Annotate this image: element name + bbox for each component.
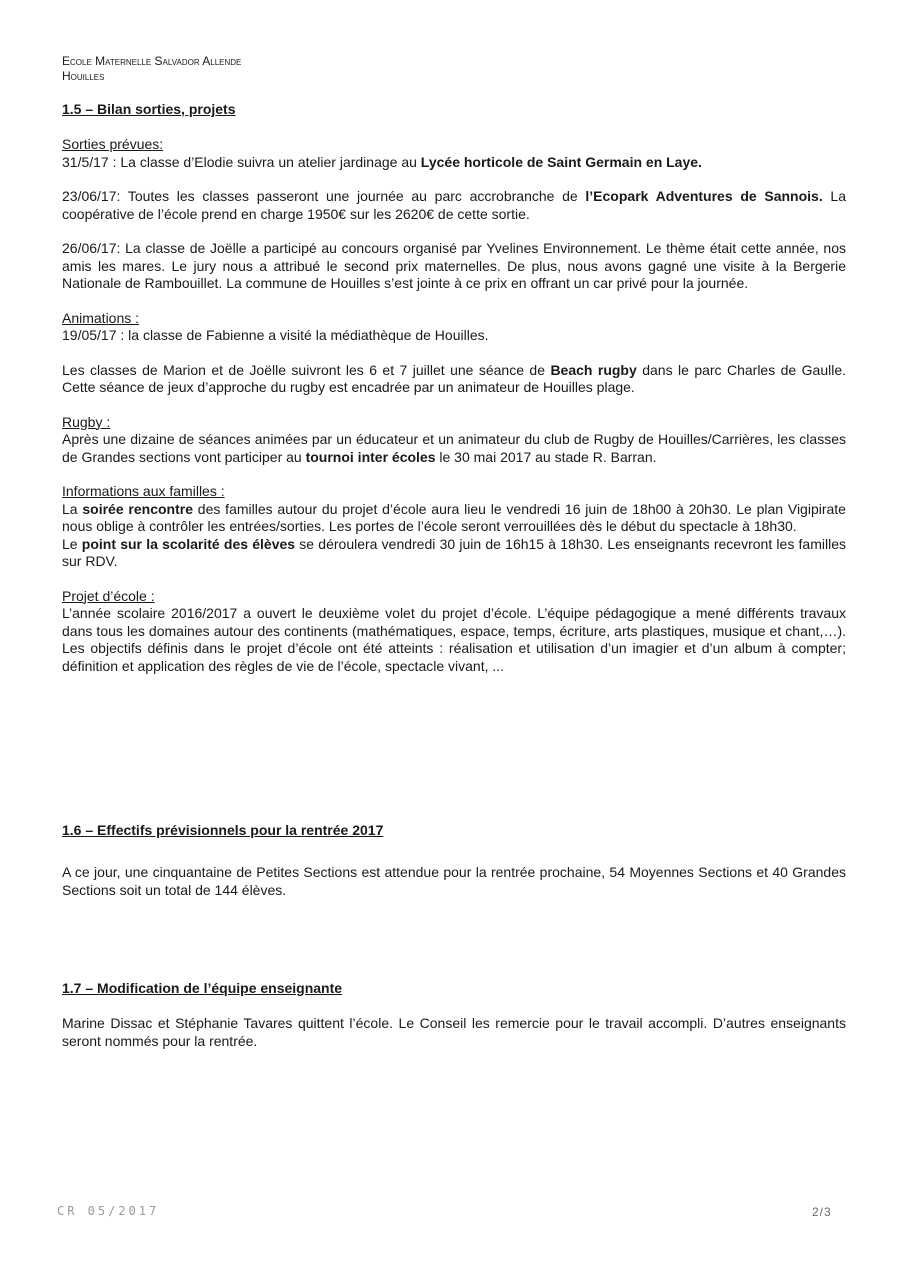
sorties-heading: Sorties prévues: (62, 136, 164, 152)
info-paragraph-2: Le point sur la scolarité des élèves se déroulera vendredi 30 juin de 16h15 à 18h30. Les enseignants recevront les familles sur RDV. (62, 535, 846, 569)
section-1-7-body (62, 1015, 846, 1050)
projet-paragraph: L’année scolaire 2016/2017 a ouvert le deuxième volet du projet d’école. L’équipe pédagogique a mené différents travaux dans tous les domaines autour des continents (mathématiques, espace, temps, écriture, arts plastiques, musique et chant,…). Les objectifs définis dans le projet d’école ont été atteints : réalisation et utilisation d’un imagier et d’un album à compter; définition et application des règles de vie de l’école, spectacle vivant, ... (62, 605, 846, 674)
school-header (62, 54, 241, 84)
rugby-heading: Rugby : (62, 413, 111, 430)
sortie-paragraph-3: 26/06/17: La classe de Joëlle a participé au concours organisé par Yvelines Environnement. Le thème était cette année, nos amis les mares. Le jury nous a attribué le second prix maternelles. De plus, nous avons gagné une visite à la Bergerie Nationale de Rambouillet. La commune de Houilles s’est jointe à ce prix en offrant un car privé pour la journée. (62, 240, 846, 291)
info-familles-heading: Informations aux familles : (62, 483, 225, 499)
animation-paragraph-2: Les classes de Marion et de Joëlle suivront les 6 et 7 juillet une séance de Beach rugby dans le parc Charles de Gaulle. Cette séance de jeux d’approche du rugby est encadrée par un animateur de Houilles plage. (62, 361, 847, 395)
section-1-5-title: 1.5 – Bilan sorties, projets (62, 101, 236, 117)
section-1-6-body (62, 864, 846, 899)
effectifs-paragraph: A ce jour, une cinquantaine de Petites Sections est attendue pour la rentrée prochaine, 54 Moyennes Sections et 40 Grandes Sections soit un total de 144 élèves. (62, 864, 846, 898)
projet-ecole-heading: Projet d’école : (62, 587, 155, 604)
section-1-7-title: 1.7 – Modification de l’équipe enseignante (62, 980, 343, 996)
animation-paragraph-1: 19/05/17 : la classe de Fabienne a visité la médiathèque de Houilles. (62, 327, 489, 343)
sortie-paragraph-2: 23/06/17: Toutes les classes passeront une journée au parc accrobranche de l’Ecopark Adventures de Sannois. La coopérative de l’école prend en charge 1950€ sur les 2620€ de cette sortie. (62, 188, 846, 222)
school-city: Houilles (62, 69, 105, 83)
footer-reference: CR 05/2017 (57, 1204, 160, 1218)
section-1-6-title: 1.6 – Effectifs prévisionnels pour la rentrée 2017 (62, 822, 384, 838)
rugby-paragraph: Après une dizaine de séances animées par un éducateur et un animateur du club de Rugby de Houilles/Carrières, les classes de Grandes sections vont participer au tournoi inter écoles le 30 mai 2017 au stade R. Barran. (62, 431, 846, 465)
sortie-paragraph-1: 31/5/17 : La classe d’Elodie suivra un atelier jardinage au Lycée horticole de Saint Germain en Laye. (62, 153, 702, 170)
equipe-paragraph: Marine Dissac et Stéphanie Tavares quittent l’école. Le Conseil les remercie pour le travail accompli. D’autres enseignants seront nommés pour la rentrée. (62, 1015, 846, 1049)
animations-heading: Animations : (62, 309, 140, 326)
page-number: 2/3 (812, 1205, 832, 1219)
school-name: Ecole Maternelle Salvador Allende (62, 54, 242, 68)
section-1-5-body (62, 136, 846, 675)
info-paragraph-1: La soirée rencontre des familles autour du projet d’école aura lieu le vendredi 16 juin de 18h00 à 20h30. Le plan Vigipirate nous oblige à contrôler les entrées/sorties. Les portes de l’école seront verrouillées dès le début du spectacle à 18h30. (62, 500, 846, 534)
